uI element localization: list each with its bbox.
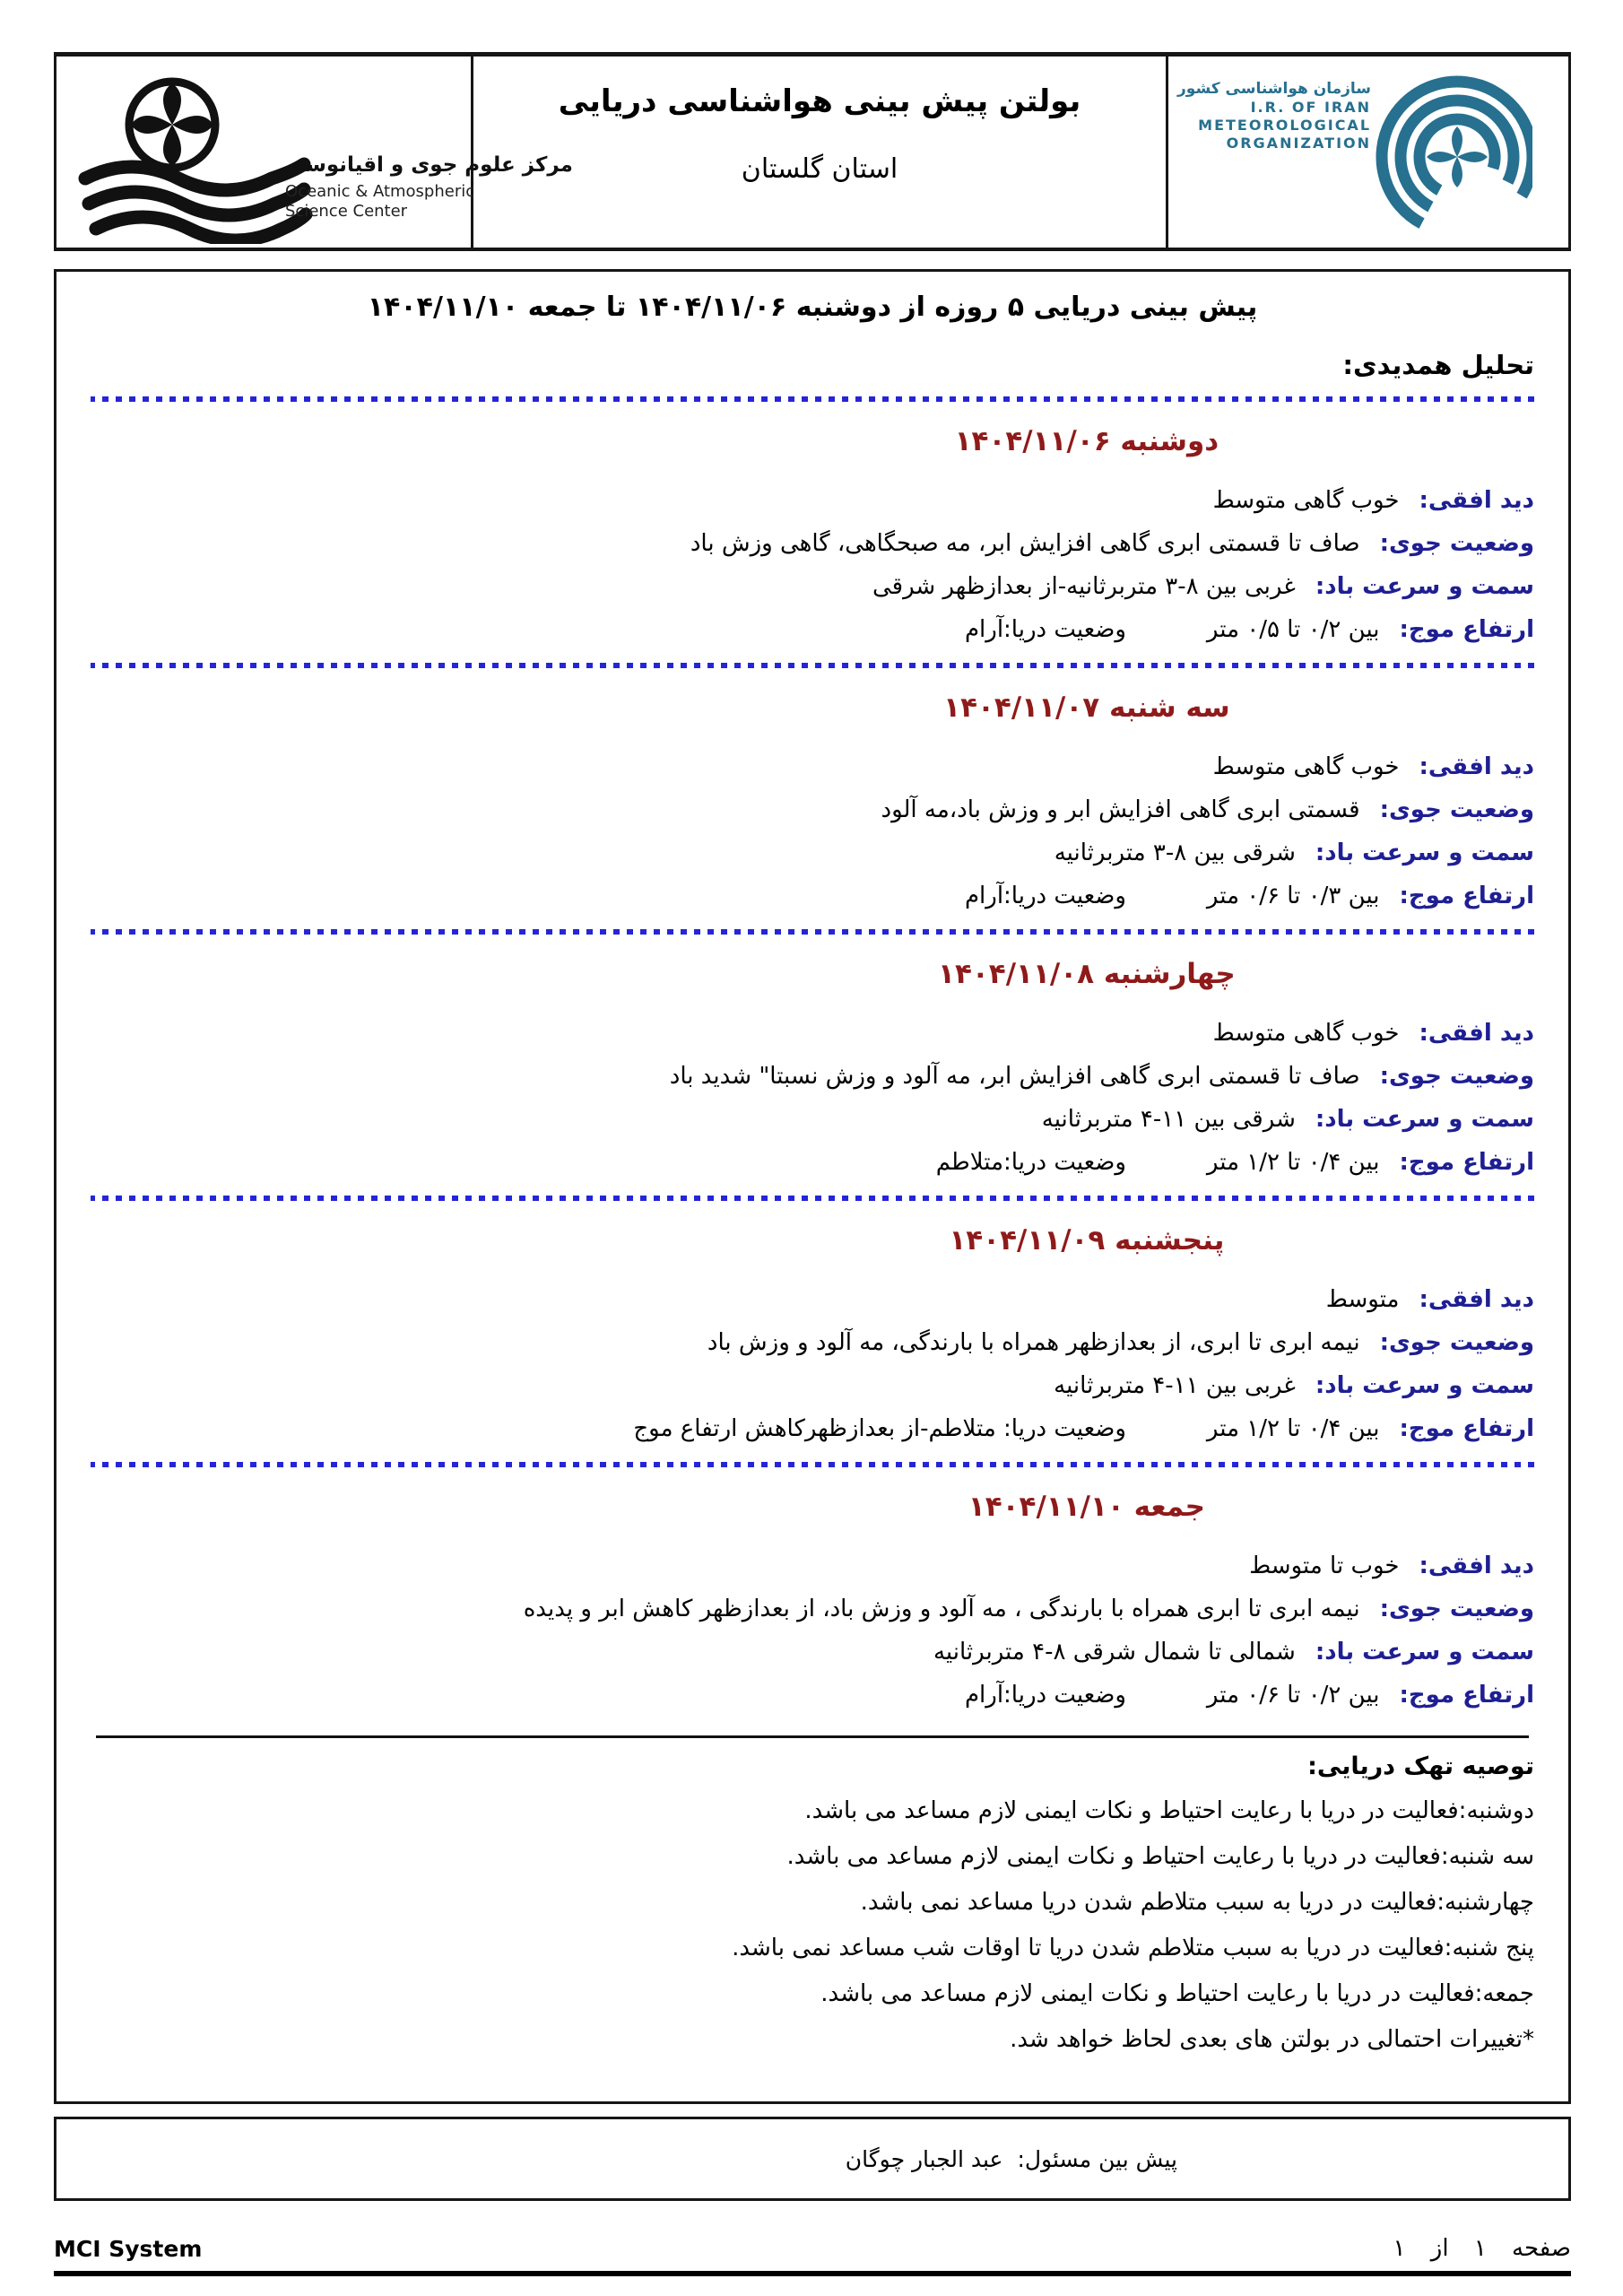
advisory-line-friday: جمعه:فعالیت در دریا با رعایت احتیاط و نکات ایمنی لازم مساعد می باشد.	[820, 1980, 1534, 2007]
weather-row	[91, 1593, 1534, 1626]
wave-label: ارتفاع موج:	[1399, 883, 1534, 909]
visibility-label: دید افقی:	[1419, 1020, 1534, 1047]
weather-row	[91, 1326, 1534, 1360]
wave-row	[91, 880, 1534, 913]
oceanic-en-line2: Science Center	[285, 201, 408, 221]
advisory-line-wednesday: چهارشنبه:فعالیت در دریا به سبب متلاطم شدن دریا مساعد نمی باشد.	[860, 1889, 1534, 1916]
mci-system-label: MCI System	[54, 2236, 203, 2262]
forecaster-name: عبد الجبار چوگان	[845, 2145, 1003, 2172]
wind-label: سمت و سرعت باد:	[1315, 1106, 1534, 1133]
irimo-arcs-icon	[1371, 67, 1532, 243]
sea-state-value: وضعیت دریا:آرام	[964, 1682, 1126, 1709]
oceanic-en-title	[285, 182, 573, 221]
irimo-en-line2: METEOROLOGICAL	[1198, 117, 1372, 135]
visibility-value: خوب گاهی متوسط	[1212, 1020, 1400, 1047]
visibility-row	[91, 484, 1534, 517]
wave-label: ارتفاع موج:	[1399, 1149, 1534, 1176]
sea-state-value: وضعیت دریا:متلاطم	[935, 1149, 1126, 1176]
day-date: چهارشنبه ۱۴۰۴/۱۱/۰۸	[938, 958, 1236, 990]
visibility-label: دید افقی:	[1419, 753, 1534, 780]
weather-row	[91, 527, 1534, 561]
weather-label: وضعیت جوی:	[1379, 1329, 1534, 1356]
day-section-thursday	[91, 1224, 1534, 1467]
oceanic-logo-cell	[56, 57, 573, 248]
wave-value: بین ۰/۴ تا ۱/۲ متر	[1206, 1149, 1380, 1176]
visibility-row	[91, 1283, 1534, 1317]
wave-label: ارتفاع موج:	[1399, 1682, 1534, 1709]
wind-value: غربی بین ۱۱-۴ متربرثانیه	[1054, 1372, 1296, 1399]
wind-row	[91, 1103, 1534, 1136]
weather-label: وضعیت جوی:	[1379, 530, 1534, 557]
advisory-line-thursday: پنج شنبه:فعالیت در دریا به سبب متلاطم شدن دریا تا اوقات شب مساعد نمی باشد.	[732, 1935, 1534, 1961]
advisory-line-monday: دوشنبه:فعالیت در دریا با رعایت احتیاط و نکات ایمنی لازم مساعد می باشد.	[804, 1797, 1534, 1824]
wave-value: بین ۰/۲ تا ۰/۵ متر	[1206, 616, 1380, 643]
weather-row	[91, 794, 1534, 827]
wind-label: سمت و سرعت باد:	[1315, 1639, 1534, 1665]
forecaster-box	[54, 2117, 1571, 2201]
day-section-tuesday	[91, 691, 1534, 935]
wave-value: بین ۰/۲ تا ۰/۶ متر	[1206, 1682, 1380, 1709]
synoptic-analysis-label: تحلیل همدیدی:	[1342, 350, 1534, 380]
dotted-separator	[91, 929, 1534, 935]
page-number: صفحه ۱ از ۱	[1393, 2235, 1571, 2262]
wind-value: غربی بین ۸-۳ متربرثانیه-از بعدازظهر شرقی	[872, 573, 1296, 600]
forecaster-label: پیش بین مسئول:	[1017, 2145, 1177, 2172]
day-section-wednesday	[91, 958, 1534, 1201]
wind-row	[91, 1636, 1534, 1669]
visibility-row	[91, 1550, 1534, 1583]
header-title-cell	[471, 57, 1168, 248]
visibility-label: دید افقی:	[1419, 487, 1534, 514]
irimo-logo-cell	[1168, 57, 1568, 248]
day-date: سه شنبه ۱۴۰۴/۱۱/۰۷	[943, 691, 1230, 724]
irimo-en-line3: ORGANIZATION	[1226, 135, 1372, 152]
day-date: دوشنبه ۱۴۰۴/۱۱/۰۶	[954, 425, 1219, 457]
wind-label: سمت و سرعت باد:	[1315, 839, 1534, 866]
dotted-separator	[91, 1196, 1534, 1201]
wind-label: سمت و سرعت باد:	[1315, 573, 1534, 600]
visibility-value: خوب گاهی متوسط	[1212, 487, 1400, 514]
page-footer	[54, 2235, 1571, 2276]
forecast-title: پیش بینی دریایی ۵ روزه از دوشنبه ۱۴۰۴/۱۱/۰۶ تا جمعه ۱۴۰۴/۱۱/۱۰	[367, 291, 1258, 323]
bulletin-header-subtitle: استان گلستان	[741, 153, 898, 185]
wind-row	[91, 837, 1534, 870]
advisory-line-tuesday: سه شنبه:فعالیت در دریا با رعایت احتیاط و نکات ایمنی لازم مساعد می باشد.	[786, 1843, 1534, 1870]
irimo-logo	[1177, 67, 1532, 243]
wave-row	[91, 1679, 1534, 1712]
sea-state-value: وضعیت دریا:آرام	[964, 883, 1126, 909]
oceanic-en-line1: Oceanic & Atmospheric	[285, 182, 475, 201]
oceanic-fa-title: مرکز علوم جوی و اقیانوسی	[285, 153, 573, 177]
wave-row	[91, 1413, 1534, 1446]
wave-row	[91, 1146, 1534, 1179]
advisory-title: توصیه تهک دریایی:	[1307, 1752, 1534, 1780]
wave-label: ارتفاع موج:	[1399, 1415, 1534, 1442]
dotted-separator	[91, 663, 1534, 668]
advisory-note: *تغییرات احتمالی در بولتن های بعدی لحاظ خواهد شد.	[1010, 2026, 1534, 2053]
wind-value: شمالی تا شمال شرقی ۸-۴ متربرثانیه	[933, 1639, 1296, 1665]
irimo-en-line1: I.R. OF IRAN	[1250, 99, 1372, 117]
day-date: جمعه ۱۴۰۴/۱۱/۱۰	[968, 1491, 1206, 1523]
header-table	[54, 52, 1571, 251]
bulletin-header-title: بولتن پیش بینی هواشناسی دریایی	[558, 83, 1081, 119]
irimo-fa-line: سازمان هواشناسی کشور	[1177, 80, 1372, 98]
weather-value: صاف تا قسمتی ابری گاهی افزایش ابر، مه آلود و وزش نسبتا" شدید باد	[669, 1063, 1360, 1090]
visibility-value: خوب تا متوسط	[1249, 1552, 1400, 1579]
solid-separator	[96, 1735, 1529, 1738]
day-section-monday	[91, 425, 1534, 668]
wind-row	[91, 570, 1534, 604]
weather-row	[91, 1060, 1534, 1093]
wave-label: ارتفاع موج:	[1399, 616, 1534, 643]
dotted-separator	[91, 1462, 1534, 1467]
visibility-value: متوسط	[1325, 1286, 1400, 1313]
day-date: پنجشنبه ۱۴۰۴/۱۱/۰۹	[949, 1224, 1225, 1257]
oceanic-center-text	[285, 153, 573, 221]
weather-label: وضعیت جوی:	[1379, 1596, 1534, 1622]
weather-value: صاف تا قسمتی ابری گاهی افزایش ابر، مه صبحگاهی، گاهی وزش باد	[690, 530, 1360, 557]
weather-label: وضعیت جوی:	[1379, 796, 1534, 823]
forecast-box	[54, 269, 1571, 2104]
dotted-separator	[91, 396, 1534, 402]
wave-row	[91, 613, 1534, 647]
weather-value: نیمه ابری تا ابری همراه با بارندگی ، مه آلود و وزش باد، از بعدازظهر کاهش ابر و پدیده	[523, 1596, 1360, 1622]
wind-label: سمت و سرعت باد:	[1315, 1372, 1534, 1399]
sea-state-value: وضعیت دریا:آرام	[964, 616, 1126, 643]
weather-value: قسمتی ابری گاهی افزایش ابر و وزش باد،مه آلود	[881, 796, 1360, 823]
wave-value: بین ۰/۴ تا ۱/۲ متر	[1206, 1415, 1380, 1442]
visibility-value: خوب گاهی متوسط	[1212, 753, 1400, 780]
weather-value: نیمه ابری تا ابری، از بعدازظهر همراه با بارندگی، مه آلود و وزش باد	[707, 1329, 1360, 1356]
irimo-logo-text	[1177, 80, 1371, 152]
wave-value: بین ۰/۳ تا ۰/۶ متر	[1206, 883, 1380, 909]
visibility-label: دید افقی:	[1419, 1552, 1534, 1579]
weather-label: وضعیت جوی:	[1379, 1063, 1534, 1090]
visibility-row	[91, 1017, 1534, 1050]
wind-value: شرقی بین ۱۱-۴ متربرثانیه	[1041, 1106, 1296, 1133]
day-section-friday	[91, 1491, 1534, 1712]
wind-row	[91, 1370, 1534, 1403]
sea-state-value: وضعیت دریا: متلاطم-از بعدازظهرکاهش ارتفاع موج	[633, 1415, 1126, 1442]
visibility-label: دید افقی:	[1419, 1286, 1534, 1313]
wind-value: شرقی بین ۸-۳ متربرثانیه	[1054, 839, 1296, 866]
visibility-row	[91, 751, 1534, 784]
